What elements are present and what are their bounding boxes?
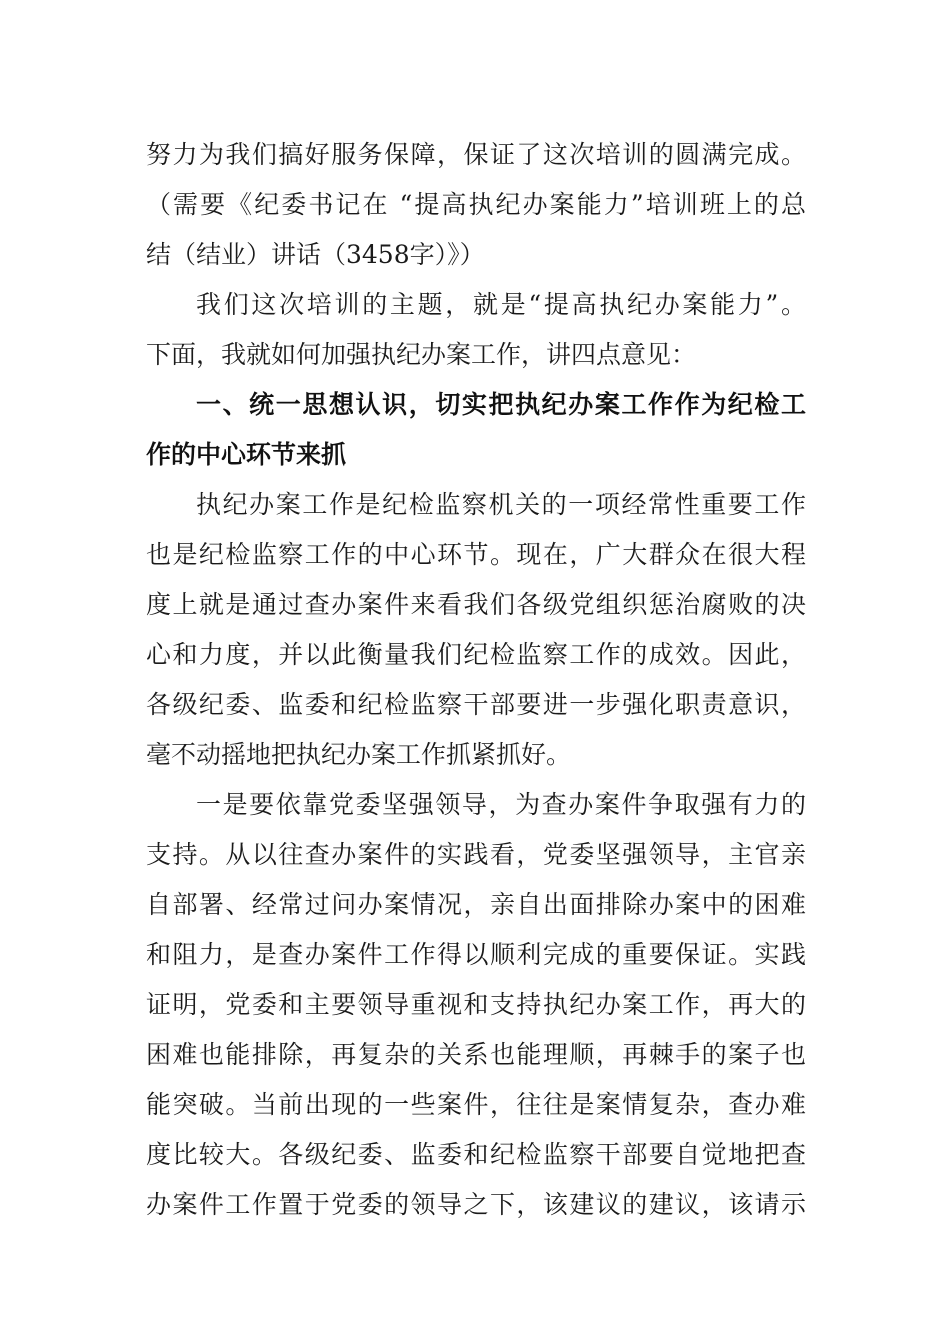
body-text-line: 办案件工作置于党委的领导之下，该建议的建议，该请示 — [146, 1190, 806, 1219]
body-text-line: 结（结业）讲话（3458字）》） — [146, 240, 485, 269]
body-text-line: 努力为我们搞好服务保障，保证了这次培训的圆满完成。 — [146, 140, 806, 169]
body-text-line: 度比较大。各级纪委、监委和纪检监察干部要自觉地把查 — [146, 1140, 806, 1169]
body-text-line: 困难也能排除，再复杂的关系也能理顺，再棘手的案子也 — [146, 1040, 806, 1069]
body-text-line: 和阻力，是查办案件工作得以顺利完成的重要保证。实践 — [146, 940, 806, 969]
body-text-line: 证明，党委和主要领导重视和支持执纪办案工作，再大的 — [146, 990, 806, 1019]
body-text-line: 执纪办案工作是纪检监察机关的一项经常性重要工作 — [196, 490, 806, 519]
section-heading-line: 作的中心环节来抓 — [146, 440, 347, 469]
body-text-line: 心和力度，并以此衡量我们纪检监察工作的成效。因此， — [146, 640, 806, 669]
body-text-line: 支持。从以往查办案件的实践看，党委坚强领导，主官亲 — [146, 840, 806, 869]
body-text-line: 各级纪委、监委和纪检监察干部要进一步强化职责意识， — [146, 690, 806, 719]
body-text-line: 也是纪检监察工作的中心环节。现在，广大群众在很大程 — [146, 540, 806, 569]
section-heading-line: 一、统一思想认识，切实把执纪办案工作作为纪检工 — [196, 390, 806, 419]
body-text-line: 自部署、经常过问办案情况，亲自出面排除办案中的困难 — [146, 890, 806, 919]
body-text-line: 毫不动摇地把执纪办案工作抓紧抓好。 — [146, 740, 572, 769]
body-text-line: 能突破。当前出现的一些案件，往往是案情复杂，查办难 — [146, 1090, 806, 1119]
body-text-line: 我们这次培训的主题，就是“提高执纪办案能力”。 — [196, 290, 806, 319]
body-text-line: 度上就是通过查办案件来看我们各级党组织惩治腐败的决 — [146, 590, 806, 619]
body-text-line: （需要《纪委书记在 “提高执纪办案能力”培训班上的总 — [146, 190, 806, 219]
body-text-line: 下面，我就如何加强执纪办案工作，讲四点意见： — [146, 340, 697, 369]
body-text-line: 一是要依靠党委坚强领导，为查办案件争取强有力的 — [196, 790, 806, 819]
